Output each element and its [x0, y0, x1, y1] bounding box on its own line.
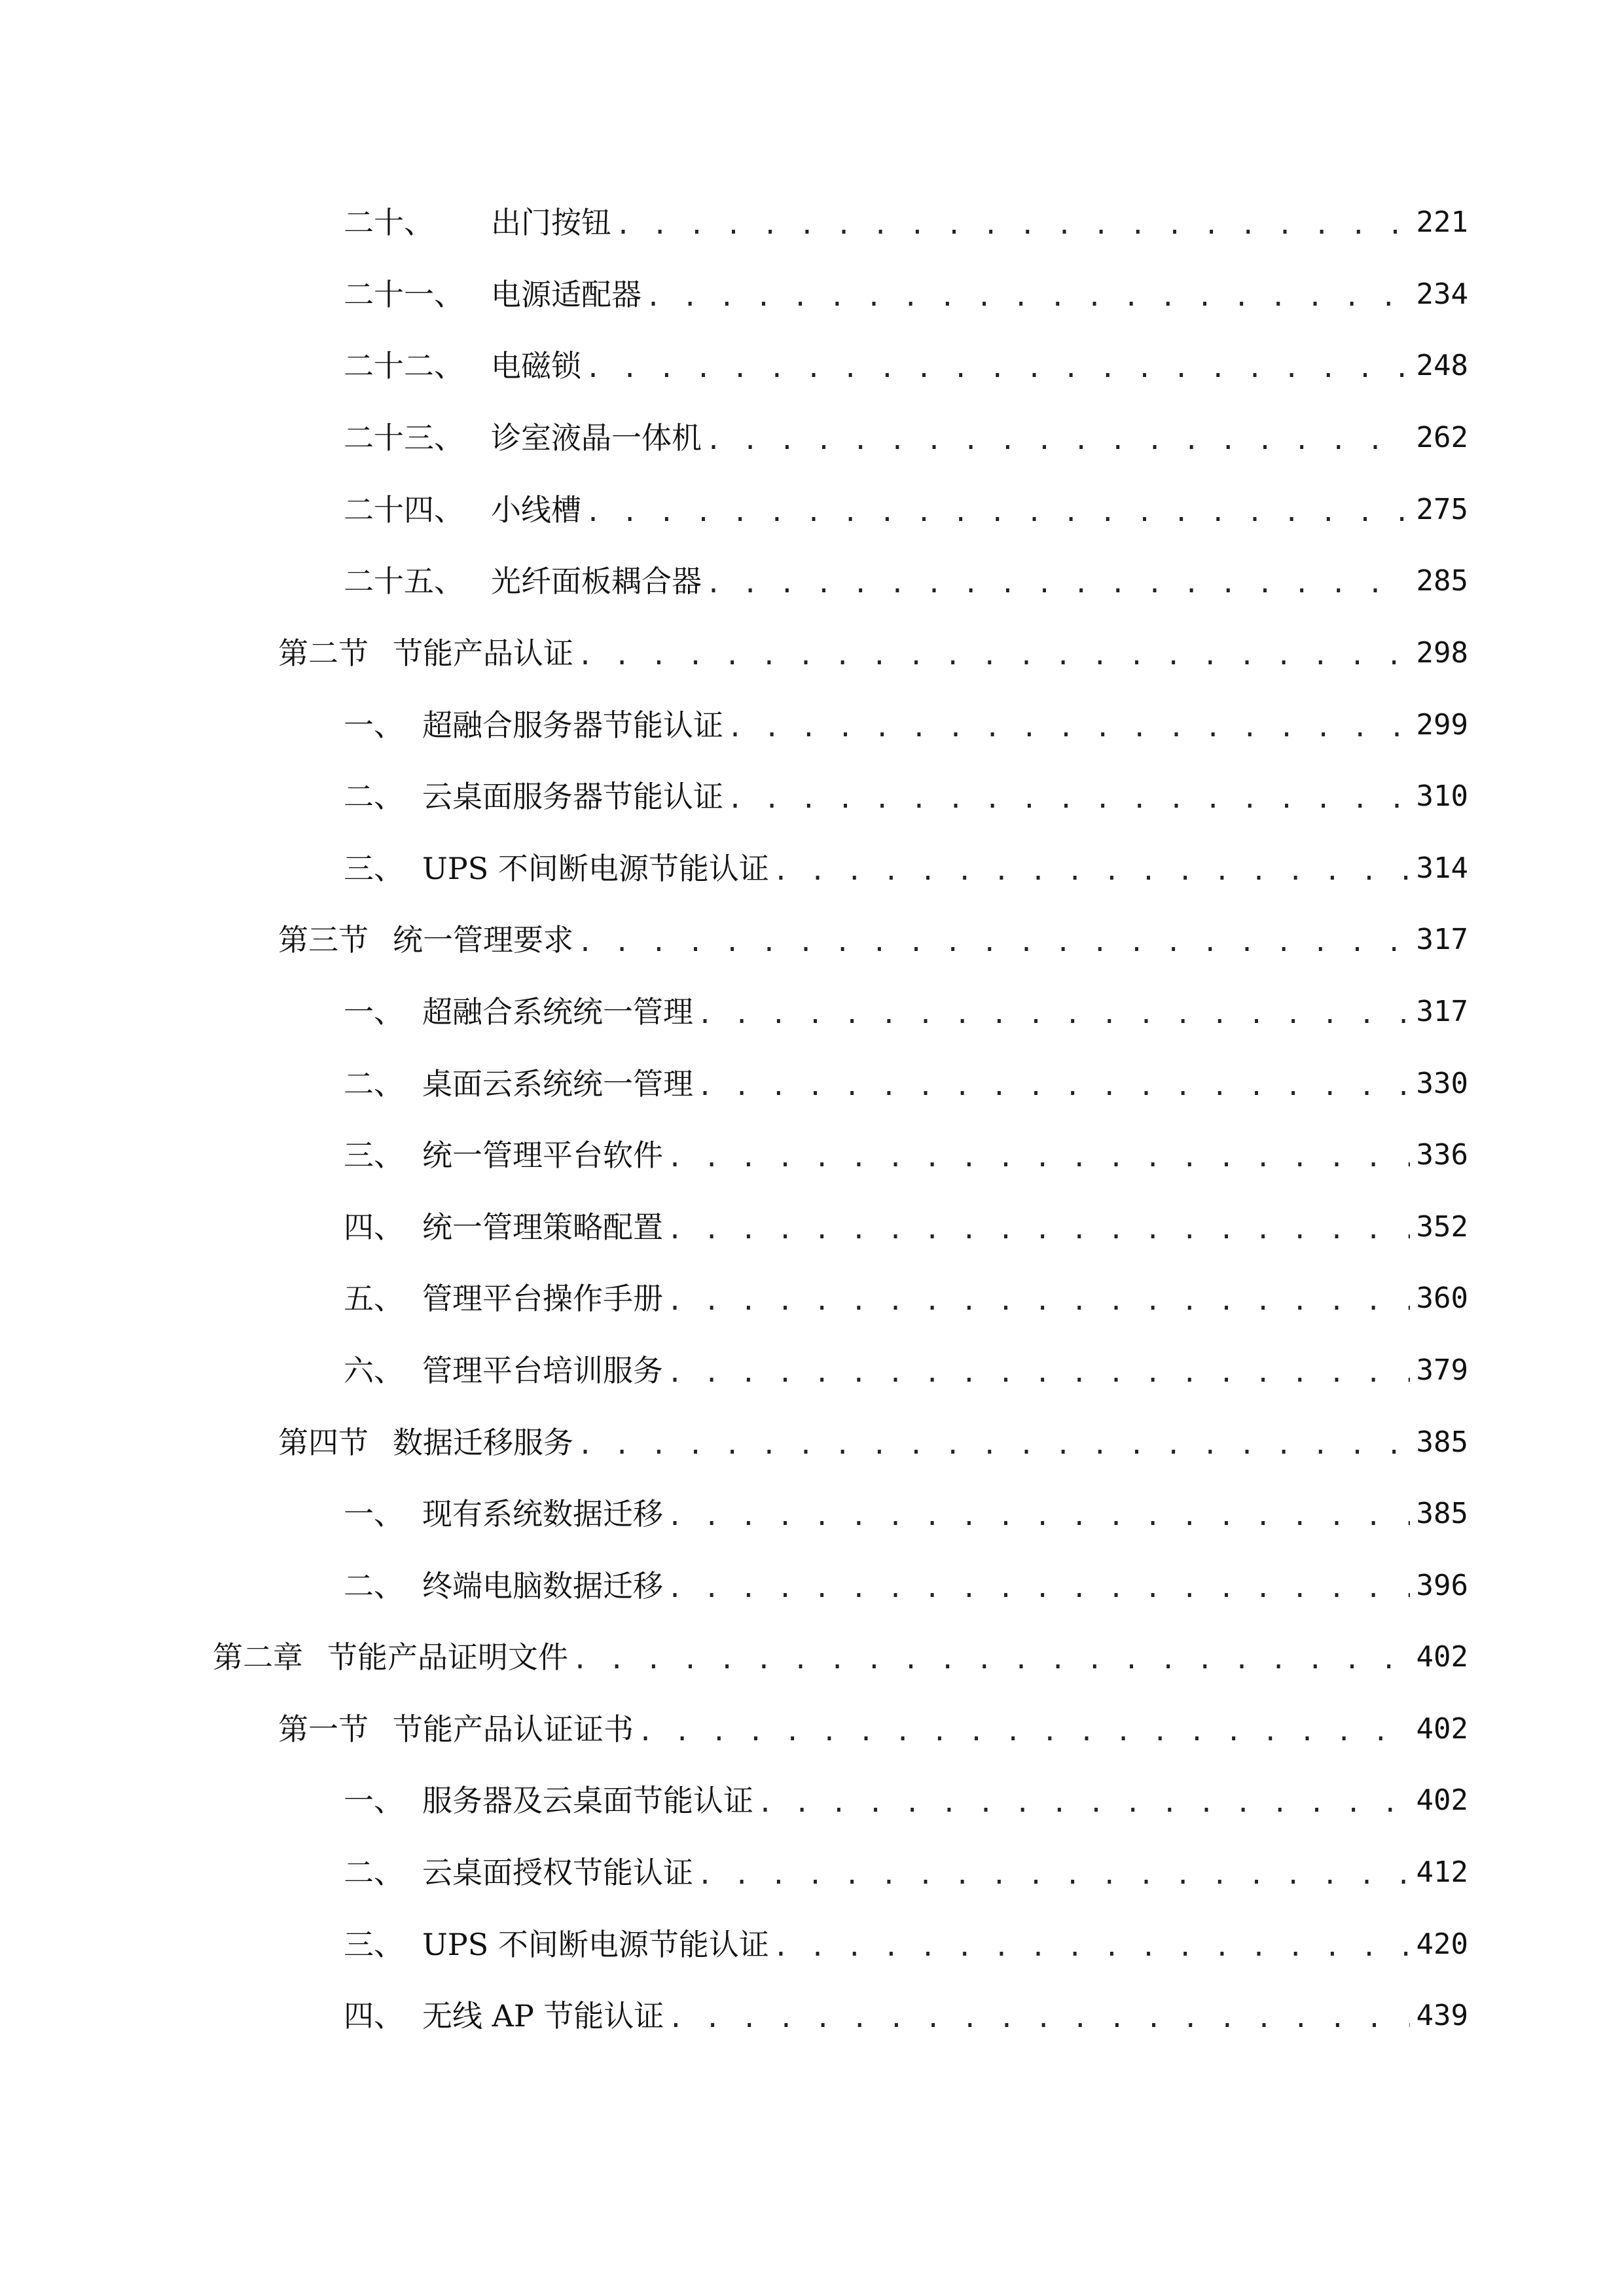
toc-entry[interactable]	[344, 190, 1468, 242]
toc-entry-number: 四、	[344, 1210, 404, 1245]
toc-entry-title: 节能产品认证	[393, 636, 573, 671]
toc-dot-leader	[585, 495, 1410, 529]
toc-entry-number: 二、	[344, 779, 404, 814]
toc-dot-leader	[706, 423, 1410, 457]
toc-entry-title: 现有系统数据迁移	[422, 1496, 663, 1532]
toc-entry[interactable]	[344, 1553, 1468, 1605]
toc-entry-number: 第二节	[278, 636, 369, 671]
toc-entry-number: 二十五、	[344, 564, 464, 599]
toc-entry-page: 330	[1416, 1067, 1468, 1100]
toc-dot-leader	[585, 351, 1410, 386]
toc-entry-title: 桌面云系统统一管理	[422, 1066, 693, 1102]
toc-dot-leader	[773, 854, 1410, 888]
toc-entry-number: 四、	[344, 1998, 404, 2034]
toc-dot-leader	[572, 1643, 1410, 1677]
toc-entry-number: 六、	[344, 1353, 404, 1388]
toc-entry-page: 402	[1416, 1712, 1468, 1746]
toc-dot-leader	[697, 1858, 1410, 1892]
toc-entry[interactable]	[344, 548, 1468, 601]
toc-entry-title: 超融合服务器节能认证	[422, 708, 723, 743]
toc-entry[interactable]	[344, 692, 1468, 745]
toc-entry-page: 248	[1416, 349, 1468, 382]
toc-dot-leader	[757, 1786, 1410, 1820]
toc-entry[interactable]	[344, 262, 1468, 314]
toc-entry[interactable]	[344, 1051, 1468, 1103]
toc-entry-page: 396	[1416, 1569, 1468, 1602]
toc-dot-leader	[645, 280, 1410, 314]
toc-dot-leader	[577, 925, 1410, 960]
toc-entry-title: UPS 不间断电源节能认证	[422, 1927, 769, 1962]
toc-dot-leader	[697, 1069, 1410, 1103]
toc-entry-title: 电磁锁	[491, 348, 581, 384]
toc-dot-leader	[727, 782, 1410, 816]
toc-entry[interactable]	[344, 1912, 1468, 1964]
toc-entry-title: 无线 AP 节能认证	[422, 1998, 664, 2034]
toc-entry[interactable]	[344, 477, 1468, 529]
toc-entry-page: 439	[1416, 1999, 1468, 2032]
toc-entry[interactable]	[344, 979, 1468, 1031]
toc-entry-title: 服务器及云桌面节能认证	[422, 1783, 753, 1818]
toc-entry-number: 二十三、	[344, 420, 464, 456]
toc-entry-number: 二、	[344, 1066, 404, 1102]
toc-dot-leader	[615, 208, 1410, 242]
toc-dot-leader	[667, 1284, 1410, 1318]
toc-entry[interactable]	[344, 764, 1468, 816]
toc-dot-leader	[727, 711, 1410, 745]
toc-entry-title: 节能产品认证证书	[393, 1712, 634, 1747]
toc-entry-title: 云桌面授权节能认证	[422, 1855, 693, 1890]
toc-entry-number: 二十、	[344, 205, 434, 240]
toc-dot-leader	[667, 1213, 1410, 1247]
toc-entry-page: 385	[1416, 1426, 1468, 1459]
toc-entry-page: 360	[1416, 1282, 1468, 1315]
toc-entry-page: 262	[1416, 421, 1468, 454]
toc-entry-page: 275	[1416, 493, 1468, 526]
toc-entry[interactable]	[344, 1122, 1468, 1175]
toc-entry[interactable]	[344, 1768, 1468, 1820]
toc-dot-leader	[667, 1141, 1410, 1175]
toc-entry-title: 管理平台操作手册	[422, 1281, 663, 1316]
toc-chapter[interactable]	[213, 1624, 1468, 1677]
toc-entry-title: 小线槽	[491, 492, 581, 528]
toc-entry-number: 二、	[344, 1855, 404, 1890]
toc-section[interactable]	[278, 1696, 1468, 1749]
toc-entry[interactable]	[344, 405, 1468, 457]
toc-entry[interactable]	[344, 1338, 1468, 1390]
toc-entry[interactable]	[344, 1481, 1468, 1534]
toc-entry-page: 317	[1416, 995, 1468, 1028]
toc-entry[interactable]	[344, 1840, 1468, 1892]
toc-entry-number: 二十一、	[344, 277, 464, 312]
toc-entry-number: 第一节	[278, 1712, 369, 1747]
toc-entry-page: 310	[1416, 780, 1468, 813]
toc-entry-page: 299	[1416, 708, 1468, 742]
toc-section[interactable]	[278, 1410, 1468, 1462]
toc-entry-number: 三、	[344, 851, 404, 886]
toc-entry-number: 一、	[344, 1496, 404, 1532]
toc-entry-title: 管理平台培训服务	[422, 1353, 663, 1388]
toc-entry[interactable]	[344, 1983, 1468, 2036]
toc-entry-page: 352	[1416, 1210, 1468, 1244]
toc-entry-title: 云桌面服务器节能认证	[422, 779, 723, 814]
toc-entry-page: 298	[1416, 636, 1468, 670]
toc-entry-page: 385	[1416, 1497, 1468, 1530]
toc-section[interactable]	[278, 907, 1468, 960]
toc-entry-page: 336	[1416, 1138, 1468, 1172]
toc-entry-title: 统一管理平台软件	[422, 1138, 663, 1173]
toc-entry-page: 285	[1416, 564, 1468, 598]
toc-entry-page: 317	[1416, 923, 1468, 956]
toc-entry-number: 第二章	[213, 1640, 303, 1675]
toc-dot-leader	[697, 997, 1410, 1031]
toc-entry-page: 420	[1416, 1928, 1468, 1961]
toc-section[interactable]	[278, 620, 1468, 673]
toc-entry-title: 节能产品证明文件	[327, 1640, 568, 1675]
toc-entry-number: 三、	[344, 1927, 404, 1962]
toc-dot-leader	[667, 1499, 1410, 1534]
toc-entry-title: 统一管理要求	[393, 922, 573, 958]
toc-entry-page: 412	[1416, 1856, 1468, 1889]
toc-dot-leader	[638, 1715, 1410, 1749]
toc-entry-title: 终端电脑数据迁移	[422, 1568, 663, 1604]
toc-dot-leader	[667, 1356, 1410, 1390]
toc-dot-leader	[706, 567, 1410, 601]
toc-entry-number: 五、	[344, 1281, 404, 1316]
toc-entry-title: 电源适配器	[491, 277, 641, 312]
toc-dot-leader	[773, 1930, 1410, 1964]
toc-entry-number: 第四节	[278, 1425, 369, 1460]
toc-entry-title: 诊室液晶一体机	[491, 420, 702, 456]
toc-entry-page: 221	[1416, 206, 1468, 239]
toc-entry[interactable]	[344, 836, 1468, 888]
toc-entry-title: 统一管理策略配置	[422, 1210, 663, 1245]
toc-entry[interactable]	[344, 1194, 1468, 1247]
toc-entry-title: 出门按钮	[491, 205, 611, 240]
toc-entry-title: UPS 不间断电源节能认证	[422, 851, 769, 886]
toc-entry-page: 379	[1416, 1354, 1468, 1387]
toc-entry-title: 数据迁移服务	[393, 1425, 573, 1460]
toc-entry-page: 402	[1416, 1640, 1468, 1674]
toc-entry-number: 二十二、	[344, 348, 464, 384]
toc-entry[interactable]	[344, 333, 1468, 386]
toc-dot-leader	[667, 1571, 1410, 1605]
toc-dot-leader	[577, 639, 1410, 673]
toc-entry-number: 二、	[344, 1568, 404, 1604]
toc-entry-number: 二十四、	[344, 492, 464, 528]
toc-entry-number: 三、	[344, 1138, 404, 1173]
toc-dot-leader	[577, 1428, 1410, 1462]
toc-entry-number: 一、	[344, 1783, 404, 1818]
toc-entry-page: 234	[1416, 278, 1468, 311]
toc-entry-page: 314	[1416, 852, 1468, 885]
toc-entry-title: 超融合系统统一管理	[422, 994, 693, 1030]
toc-entry-number: 第三节	[278, 922, 369, 958]
toc-entry-number: 一、	[344, 994, 404, 1030]
toc-entry-page: 402	[1416, 1784, 1468, 1817]
toc-dot-leader	[668, 2001, 1409, 2036]
toc-entry-number: 一、	[344, 708, 404, 743]
toc-entry-title: 光纤面板耦合器	[491, 564, 702, 599]
toc-entry[interactable]	[344, 1266, 1468, 1318]
